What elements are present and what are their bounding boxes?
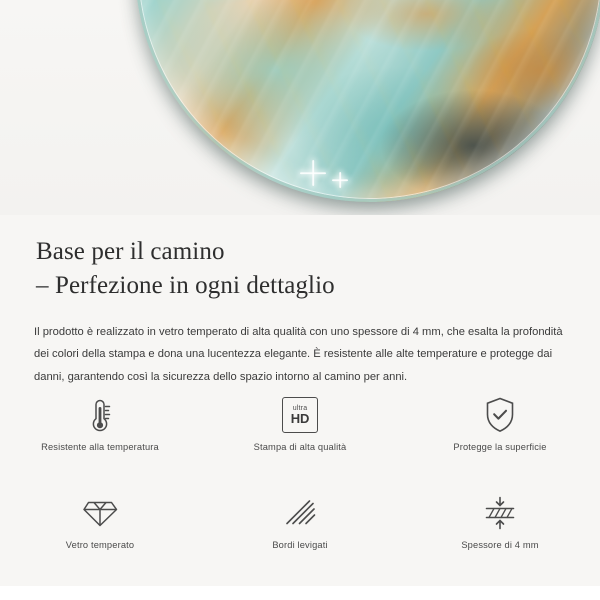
shield-check-icon xyxy=(482,392,518,438)
bottom-whitespace xyxy=(0,586,600,600)
feature-label: Stampa di alta qualità xyxy=(253,442,347,452)
diamond-icon xyxy=(81,490,119,536)
feature-grid xyxy=(0,392,600,568)
feature-label: Protegge la superficie xyxy=(453,442,547,452)
feature-label: Resistente alla temperatura xyxy=(41,442,159,452)
text-content xyxy=(0,215,600,389)
feature-label: Spessore di 4 mm xyxy=(461,540,539,550)
hero-image xyxy=(0,0,600,215)
polished-edges-icon xyxy=(281,490,319,536)
headline-line-1: Base per il camino xyxy=(36,238,225,265)
description-paragraph: Il prodotto è realizzato in vetro temperato di alta qualità con uno spessore di 4 mm, che esalta la profondità dei colori della stampa e dona una lucentezza elegante. È resistente alle alte temperature e protegge dai danni, garantendo così la sicurezza dello spazio intorno al camino per anni. xyxy=(34,325,563,384)
feature-item-polished-edges xyxy=(200,490,400,568)
ultra-hd-icon xyxy=(282,392,318,438)
thermometer-icon xyxy=(83,392,117,438)
feature-item-surface-protection xyxy=(400,392,600,470)
feature-item-tempered-glass xyxy=(0,490,200,568)
hd-text: HD xyxy=(290,411,310,426)
feature-item-thickness xyxy=(400,490,600,568)
feature-label: Vetro temperato xyxy=(65,540,135,550)
thickness-arrows-icon xyxy=(481,490,519,536)
feature-label: Bordi levigati xyxy=(272,540,328,550)
round-glass-panel xyxy=(135,0,600,202)
ultra-text: ultra xyxy=(292,405,308,412)
feature-item-print-quality xyxy=(200,392,400,470)
page-title xyxy=(0,215,600,303)
headline-line-2: – Perfezione in ogni dettaglio xyxy=(36,271,335,299)
feature-item-temperature xyxy=(0,392,200,470)
